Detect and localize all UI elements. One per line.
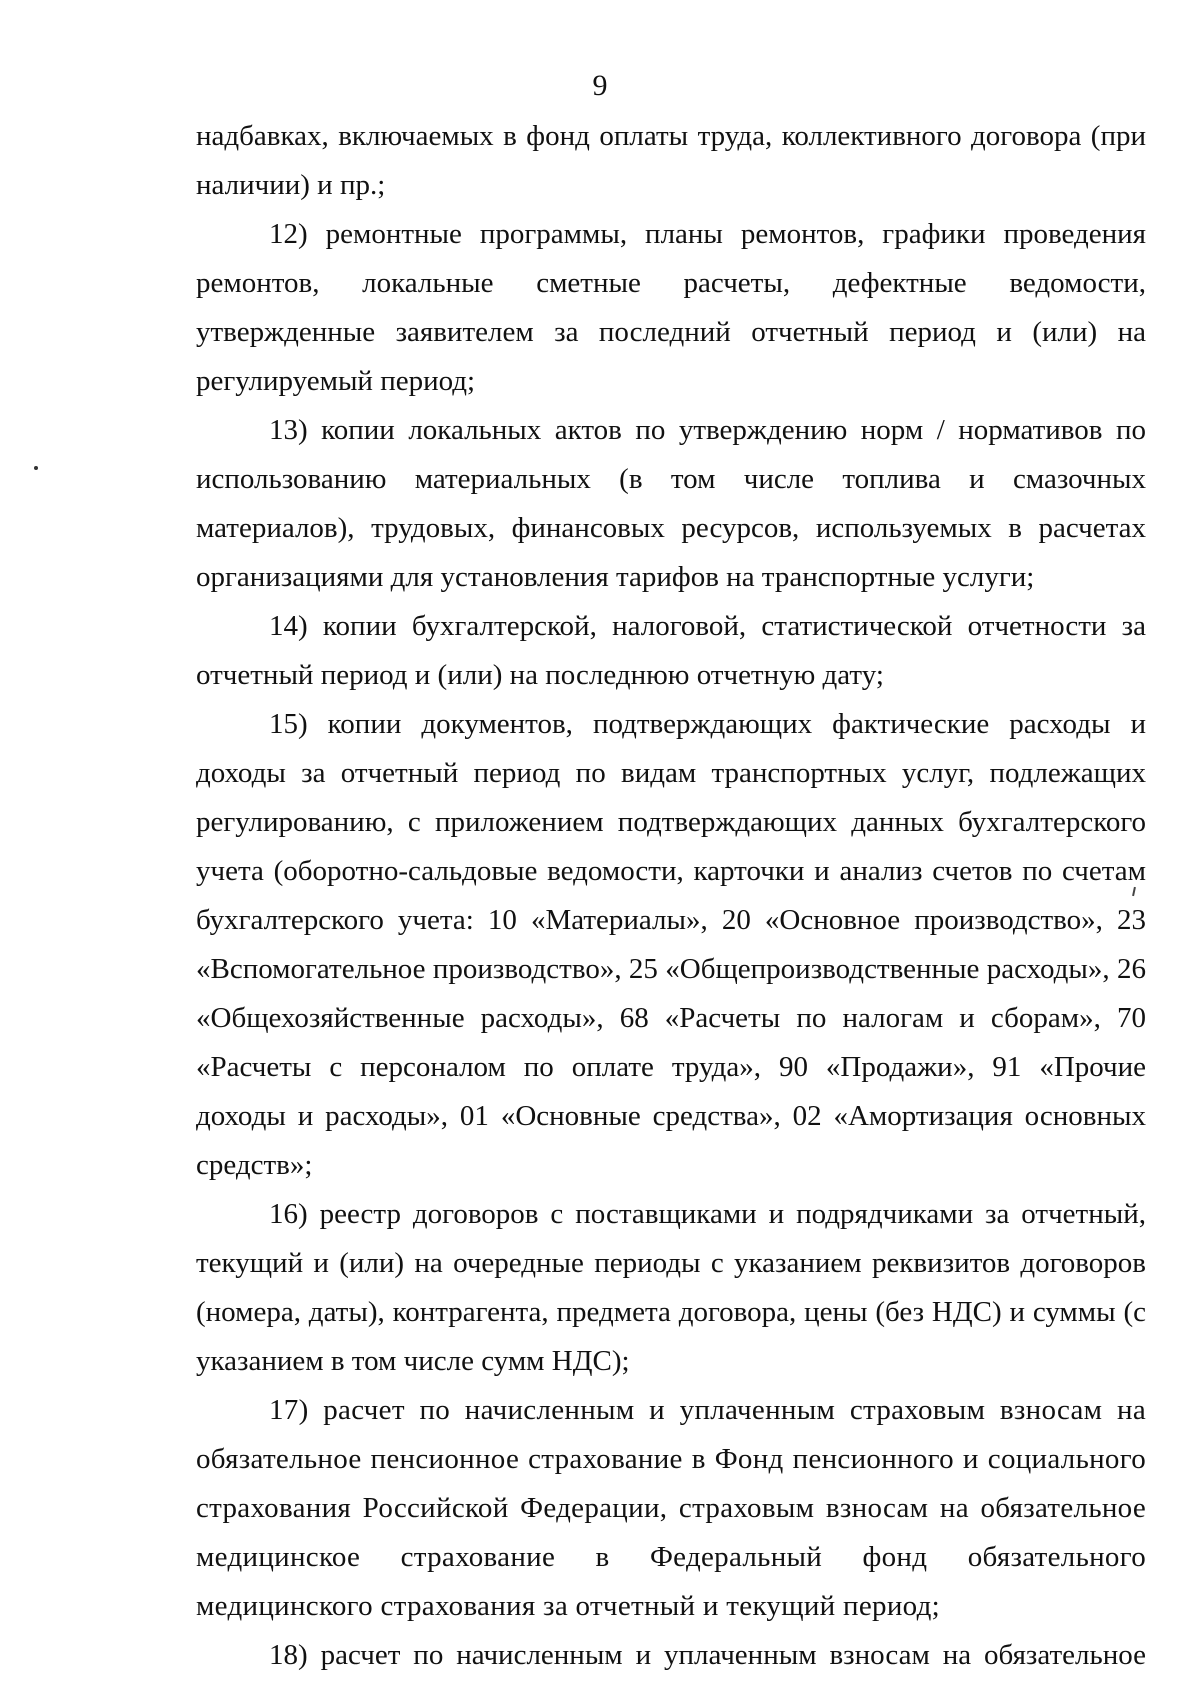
paragraph-item-16: 16) реестр договоров с поставщиками и подрядчиками за отчетный, текущий и (или) на очередные периоды с указанием реквизитов договоров (номера, даты), контрагента, предмета договора, цены (без НДС) и суммы (с указанием в том числе сумм НДС); (196, 1198, 1146, 1377)
paragraph-item-14: 14) копии бухгалтерской, налоговой, статистической отчетности за отчетный период и (или) на последнюю отчетную дату; (196, 610, 1146, 691)
page-number: 9 (592, 69, 608, 102)
scan-speck (34, 466, 38, 470)
paragraph-item-15: 15) копии документов, подтверждающих фактические расходы и доходы за отчетный период по видам транспортных услуг, подлежащих регулированию, с приложением подтверждающих данных бухгалтерского учета (оборотно-сальдовые ведомости, карточки и анализ счетов по счетам бухгалтерского учета: 10 «Материалы», 20 «Основное производство», 23 «Вспомогательное производство», 25 «Общепроизводственные расходы», 26 «Общехозяйственные расходы», 68 «Расчеты по налогам и сборам», 70 «Расчеты с персоналом по оплате труда», 90 «Продажи», 91 «Прочие доходы и расходы», 01 «Основные средства», 02 «Амортизация основных средств»; (196, 708, 1146, 1181)
paragraph-item-18: 18) расчет по начисленным и уплаченным взносам на обязательное (269, 1639, 1146, 1671)
paragraph-item-17: 17) расчет по начисленным и уплаченным страховым взносам на обязательное пенсионное страхование в Фонд пенсионного и социального страхования Российской Федерации, страховым взносам на обязательное медицинское страхование в Федеральный фонд обязательного медицинского страхования за отчетный и текущий период; (196, 1394, 1146, 1622)
document-body (196, 112, 1146, 1680)
paragraph-continuation: надбавках, включаемых в фонд оплаты труда, коллективного договора (при наличии) и пр.; (196, 120, 1146, 201)
paragraph-item-13: 13) копии локальных актов по утверждению норм / нормативов по использованию материальных (в том числе топлива и смазочных материалов), трудовых, финансовых ресурсов, используемых в расчетах организациями для установления тарифов на транспортные услуги; (196, 414, 1146, 593)
paragraph-item-12: 12) ремонтные программы, планы ремонтов, графики проведения ремонтов, локальные сметные расчеты, дефектные ведомости, утвержденные заявителем за последний отчетный период и (или) на регулируемый период; (196, 218, 1146, 397)
